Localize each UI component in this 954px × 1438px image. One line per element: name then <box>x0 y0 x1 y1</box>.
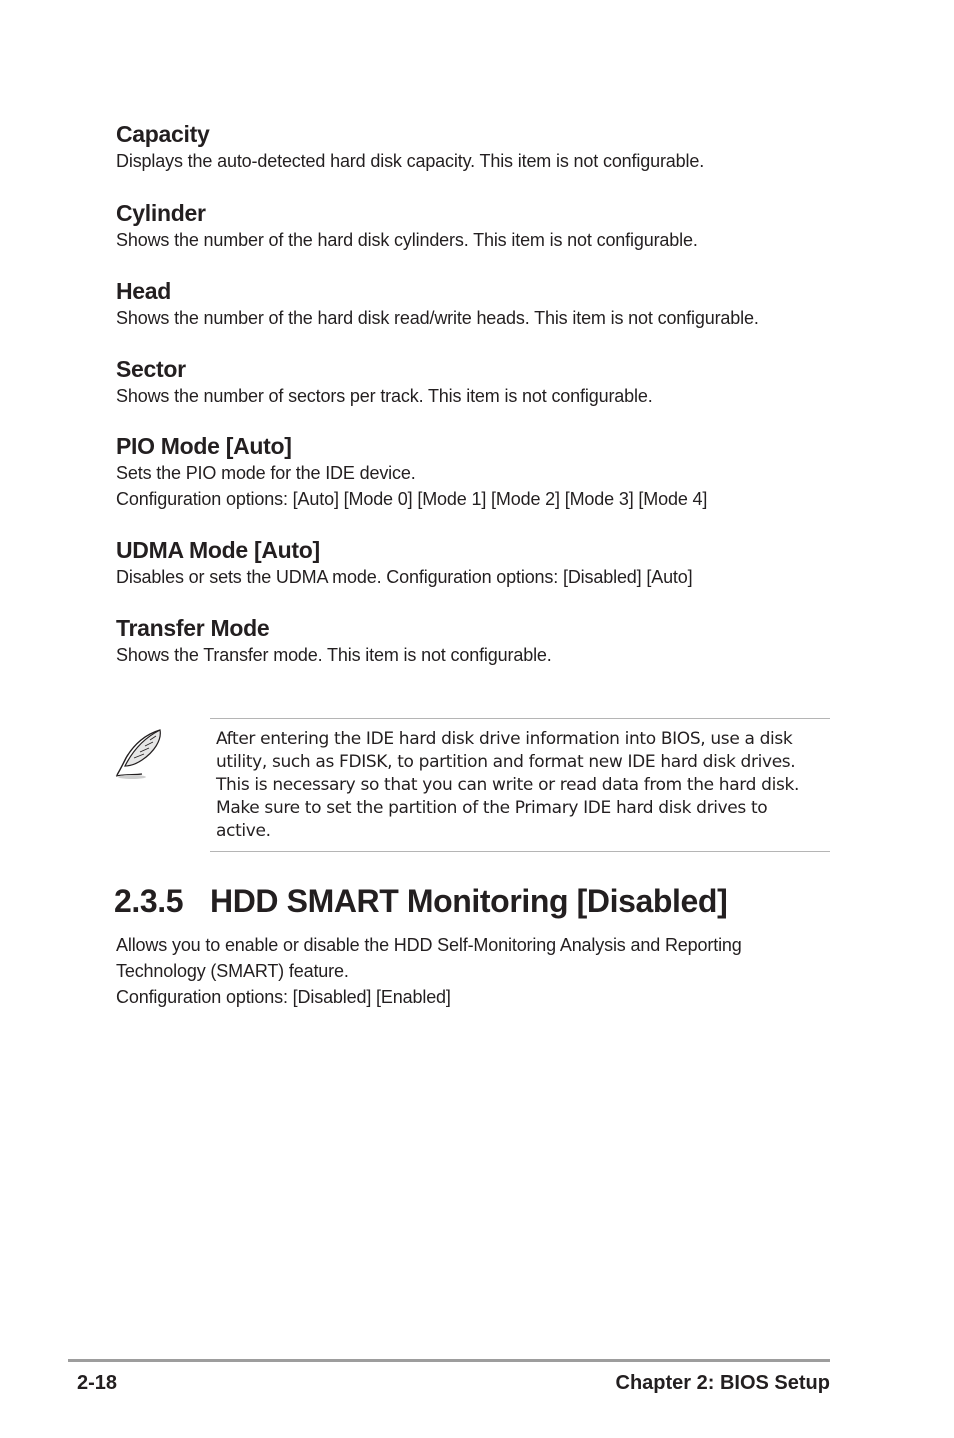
item-capacity <box>116 120 856 174</box>
note-line: active. <box>216 821 271 841</box>
item-cylinder <box>116 199 856 253</box>
section-line: Technology (SMART) feature. <box>116 961 349 981</box>
section-paragraph <box>116 932 856 1010</box>
section-line: Configuration options: [Disabled] [Enabled] <box>116 987 451 1007</box>
item-description: Shows the number of sectors per track. This item is not configurable. <box>116 386 653 406</box>
item-transfer-mode <box>116 614 856 668</box>
note-line: After entering the IDE hard disk drive information into BIOS, use a disk <box>216 729 793 749</box>
note-line: This is necessary so that you can write or read data from the hard disk. <box>216 775 800 795</box>
section-line: Allows you to enable or disable the HDD Self-Monitoring Analysis and Reporting <box>116 935 742 955</box>
item-title: Head <box>116 278 172 304</box>
note-line: utility, such as FDISK, to partition and format new IDE hard disk drives. <box>216 752 796 772</box>
item-udma-mode <box>116 536 856 590</box>
section-number: 2.3.5 <box>114 883 184 919</box>
note-text <box>216 728 824 843</box>
item-description: Disables or sets the UDMA mode. Configuration options: [Disabled] [Auto] <box>116 567 693 587</box>
chapter-label: Chapter 2: BIOS Setup <box>615 1372 830 1394</box>
item-options: Configuration options: [Auto] [Mode 0] [Mode 1] [Mode 2] [Mode 3] [Mode 4] <box>116 489 708 509</box>
section-heading <box>114 880 727 922</box>
item-title: Sector <box>116 356 186 382</box>
section-body <box>116 932 856 1010</box>
section-title: HDD SMART Monitoring [Disabled] <box>210 883 728 919</box>
item-sector <box>116 355 856 409</box>
item-description: Sets the PIO mode for the IDE device. <box>116 463 416 483</box>
item-title: Cylinder <box>116 200 206 226</box>
item-description: Shows the Transfer mode. This item is not configurable. <box>116 645 552 665</box>
item-title: PIO Mode [Auto] <box>116 433 292 459</box>
item-description: Shows the number of the hard disk read/write heads. This item is not configurable. <box>116 308 759 328</box>
note-box <box>210 718 830 852</box>
item-description: Shows the number of the hard disk cylinders. This item is not configurable. <box>116 230 698 250</box>
item-pio-mode <box>116 432 856 512</box>
note-line: Make sure to set the partition of the Primary IDE hard disk drives to <box>216 798 768 818</box>
item-title: Transfer Mode <box>116 615 270 641</box>
item-title: Capacity <box>116 121 210 147</box>
item-title: UDMA Mode [Auto] <box>116 537 320 563</box>
footer-divider <box>68 1359 830 1362</box>
item-head <box>116 277 856 331</box>
page-number: 2-18 <box>77 1372 118 1394</box>
item-description: Displays the auto-detected hard disk capacity. This item is not configurable. <box>116 151 705 171</box>
feather-quill-icon <box>112 728 166 780</box>
